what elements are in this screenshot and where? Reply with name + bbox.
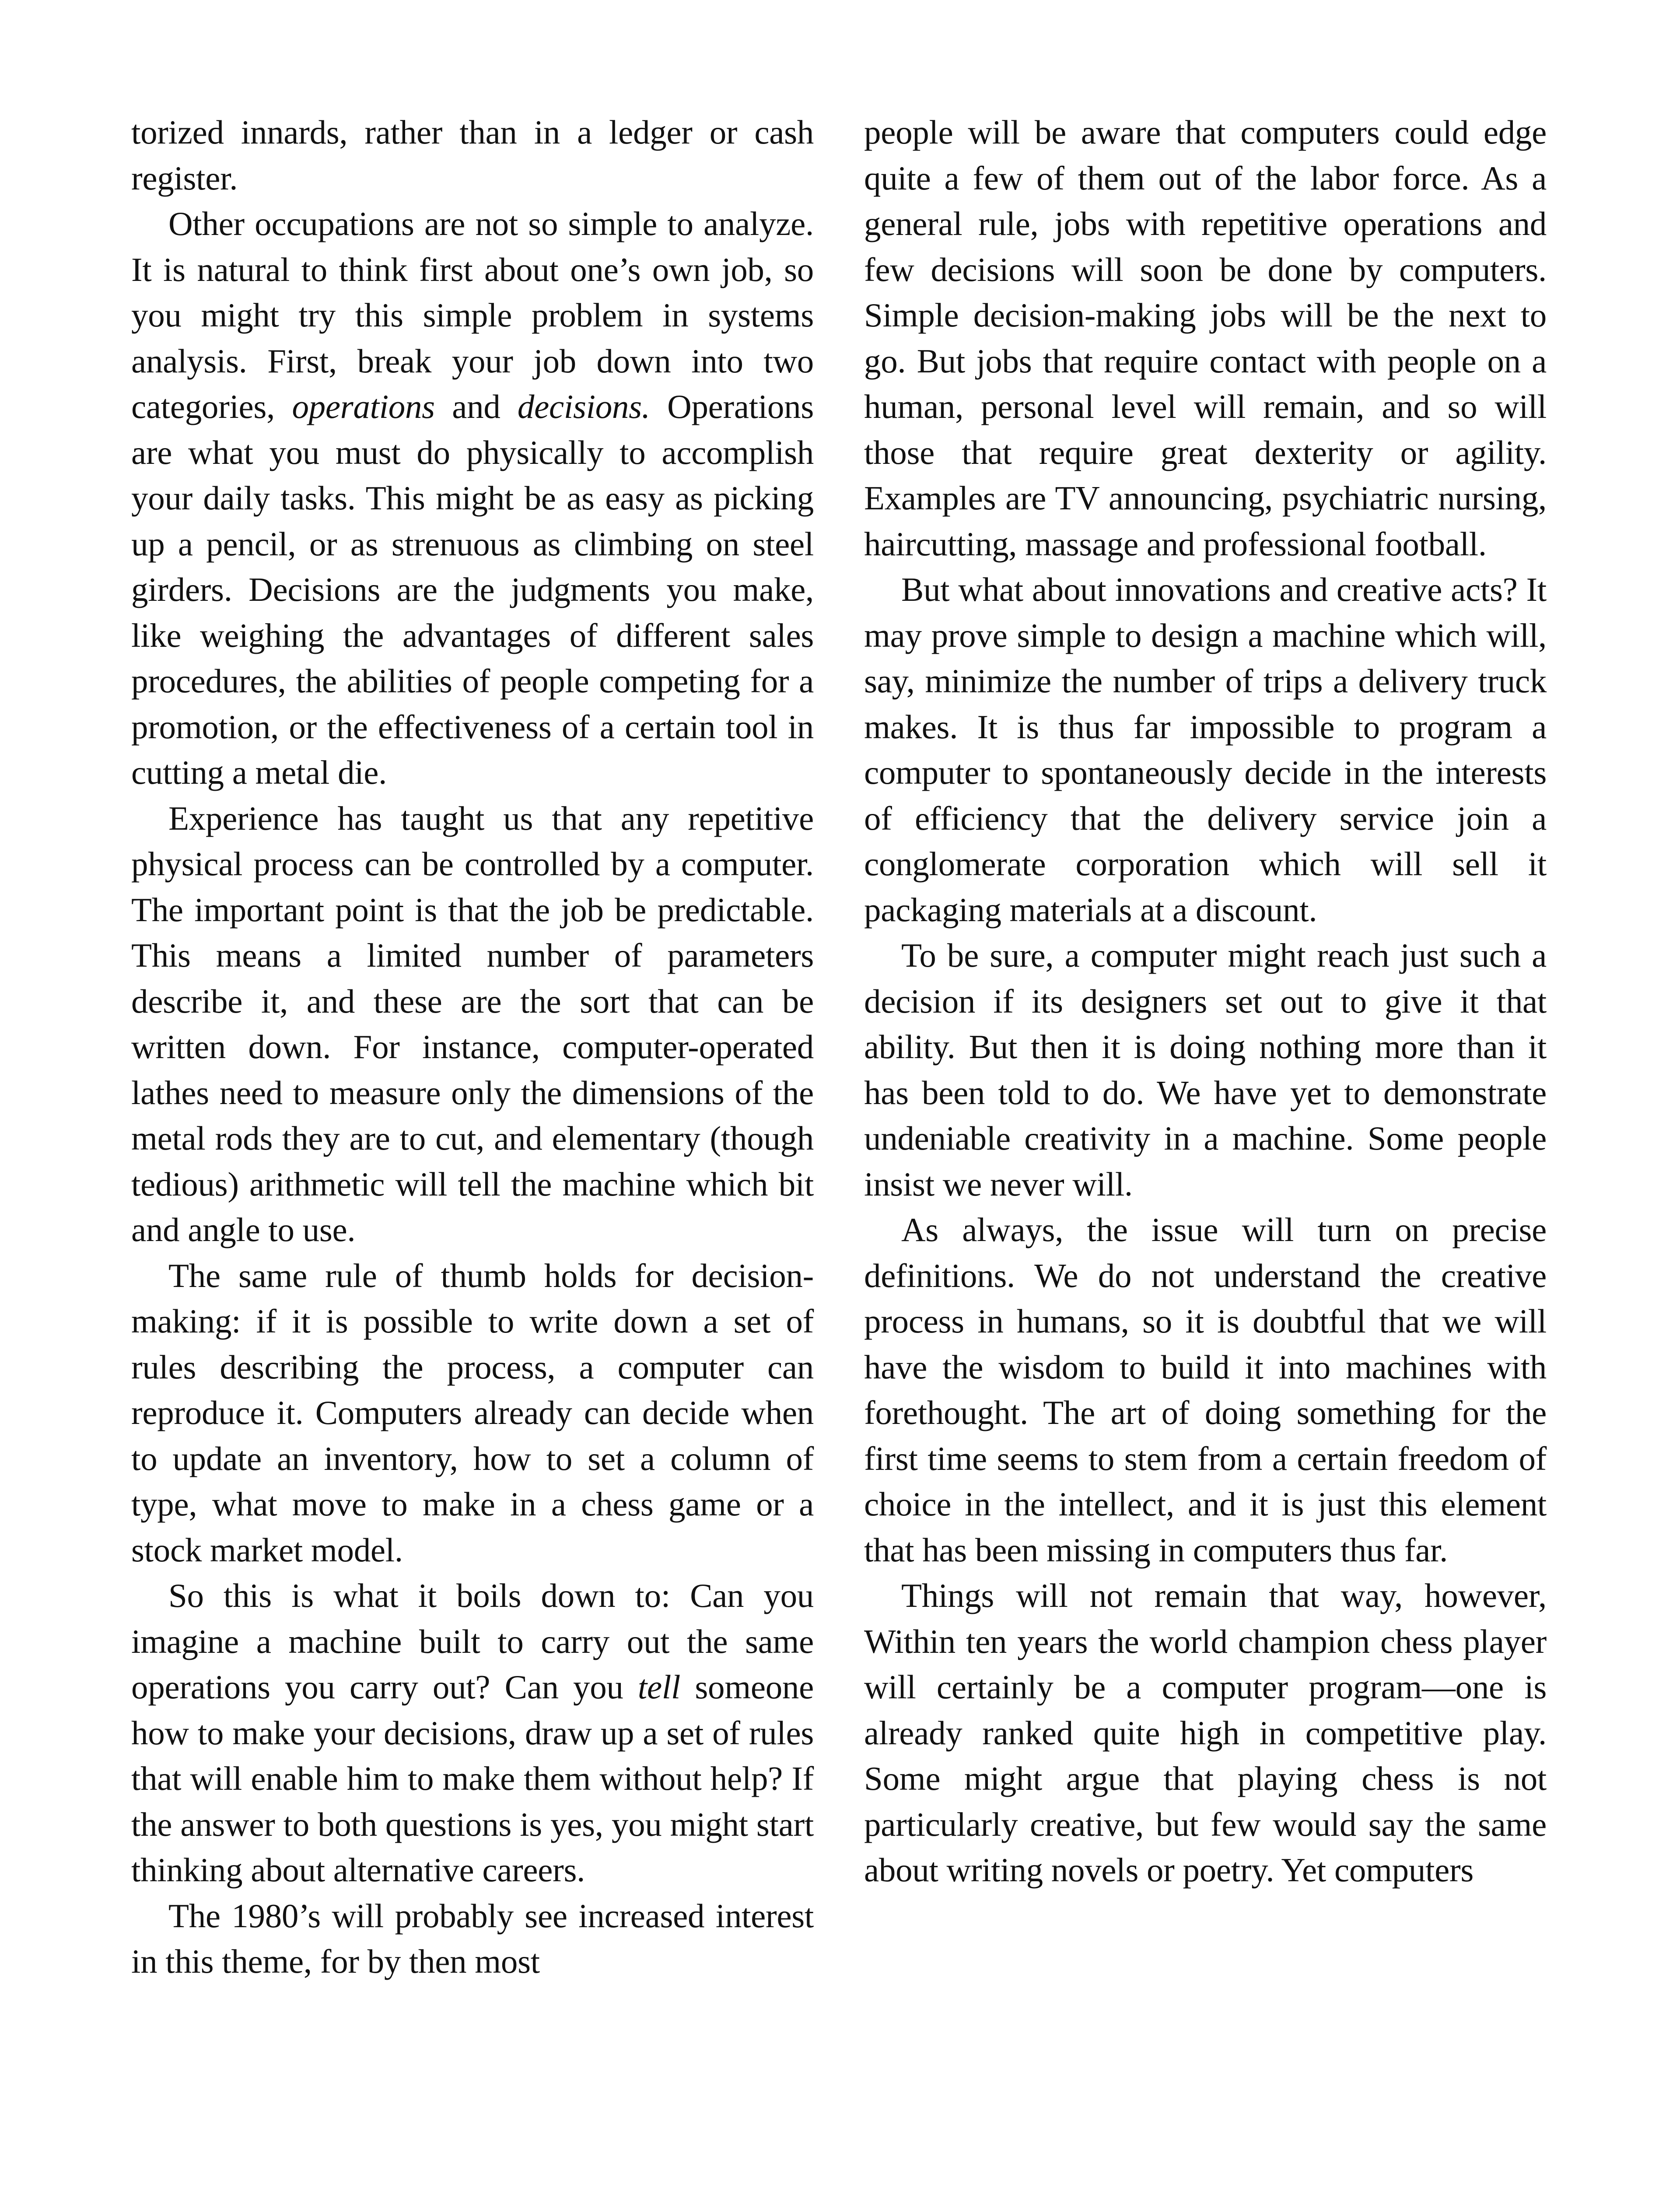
paragraph: To be sure, a computer might reach just such a decision if its designers set out to give it that ability. But then it is doing nothing more than it has been told to do. We have yet to demonstrate undeniable creativity in a machine. Some people insist we never will. [864, 936, 1547, 1203]
paragraph: The 1980’s will probably see increased interest in this theme, for by then most [131, 1897, 814, 1980]
paragraph: The same rule of thumb holds for decision-making: if it is possible to write down a set of rules describing the process, a computer can reproduce it. Computers already can decide when to update an inventory, how to set a column of type, what move to make in a chess game or a stock market model. [131, 1256, 814, 1569]
text-run: someone how to make your decisions, draw up a set of rules that will enable him to make them without help? If the answer to both questions is yes, you might start thinking about alternative careers. [131, 1668, 814, 1889]
paragraph: people will be aware that computers could edge quite a few of them out of the labor force. As a general rule, jobs with repetitive operations and few decisions will soon be done by computers. Simple decision-making jobs will be the next to go. But jobs that require contact with people on a human, personal level will remain, and so will those that require great dexterity or agility. Examples are TV announcing, psychiatric nursing, haircutting, massage and professional football. [864, 113, 1547, 563]
paragraph: Things will not remain that way, however, Within ten years the world champion chess player will certainly be a computer program—one is already ranked quite high in competitive play. Some might argue that playing chess is not particularly creative, but few would say the same about writing novels or poetry. Yet computers [864, 1577, 1547, 1889]
paragraph: Experience has taught us that any repetitive physical process can be controlled by a computer. The important point is that the job be predictable. This means a limited number of parameters describe it, and these are the sort that can be written down. For instance, computer-operated lathes need to measure only the dimensions of the metal rods they are to cut, and elementary (though tedious) arithmetic will tell the machine which bit and angle to use. [131, 799, 814, 1248]
right-text-column [864, 109, 1547, 1893]
paragraph: As always, the issue will turn on precise definitions. We do not understand the creative process in humans, so it is doubtful that we will have the wisdom to build it into machines with forethought. The art of doing something for the first time seems to stem from a certain freedom of choice in the intellect, and it is just this element that has been missing in computers thus far. [864, 1211, 1547, 1569]
text-run: Operations are what you must do physically to accomplish your daily tasks. This might be as easy as picking up a pencil, or as strenuous as climbing on steel girders. Decisions are the judgments you make, like weighing the advantages of different sales procedures, the abilities of people competing for a promotion, or the effectiveness of a certain tool in cutting a metal die. [131, 388, 814, 791]
paragraph [131, 1573, 814, 1893]
italic-text: tell [637, 1668, 681, 1706]
text-run: So this is what it boils down to: Can you imagine a machine built to carry out the same operations you carry out? Can you [131, 1577, 814, 1706]
paragraph: But what about innovations and creative acts? It may prove simple to design a machine which will, say, minimize the number of trips a delivery truck makes. It is thus far impossible to program a computer to spontaneously decide in the interests of efficiency that the delivery service join a conglomerate corporation which will sell it packaging materials at a discount. [864, 571, 1547, 929]
text-run: Other occupations are not so simple to analyze. It is natural to think first about one’s own job, so you might try this simple problem in systems analysis. First, break your job down into two categories, [131, 205, 814, 425]
text-run: and [434, 388, 518, 425]
paragraph: torized innards, rather than in a ledger or cash register. [131, 113, 814, 197]
left-text-column [131, 109, 814, 1985]
paragraph [131, 201, 814, 796]
italic-text: decisions. [517, 388, 650, 425]
italic-text: operations [292, 388, 435, 425]
